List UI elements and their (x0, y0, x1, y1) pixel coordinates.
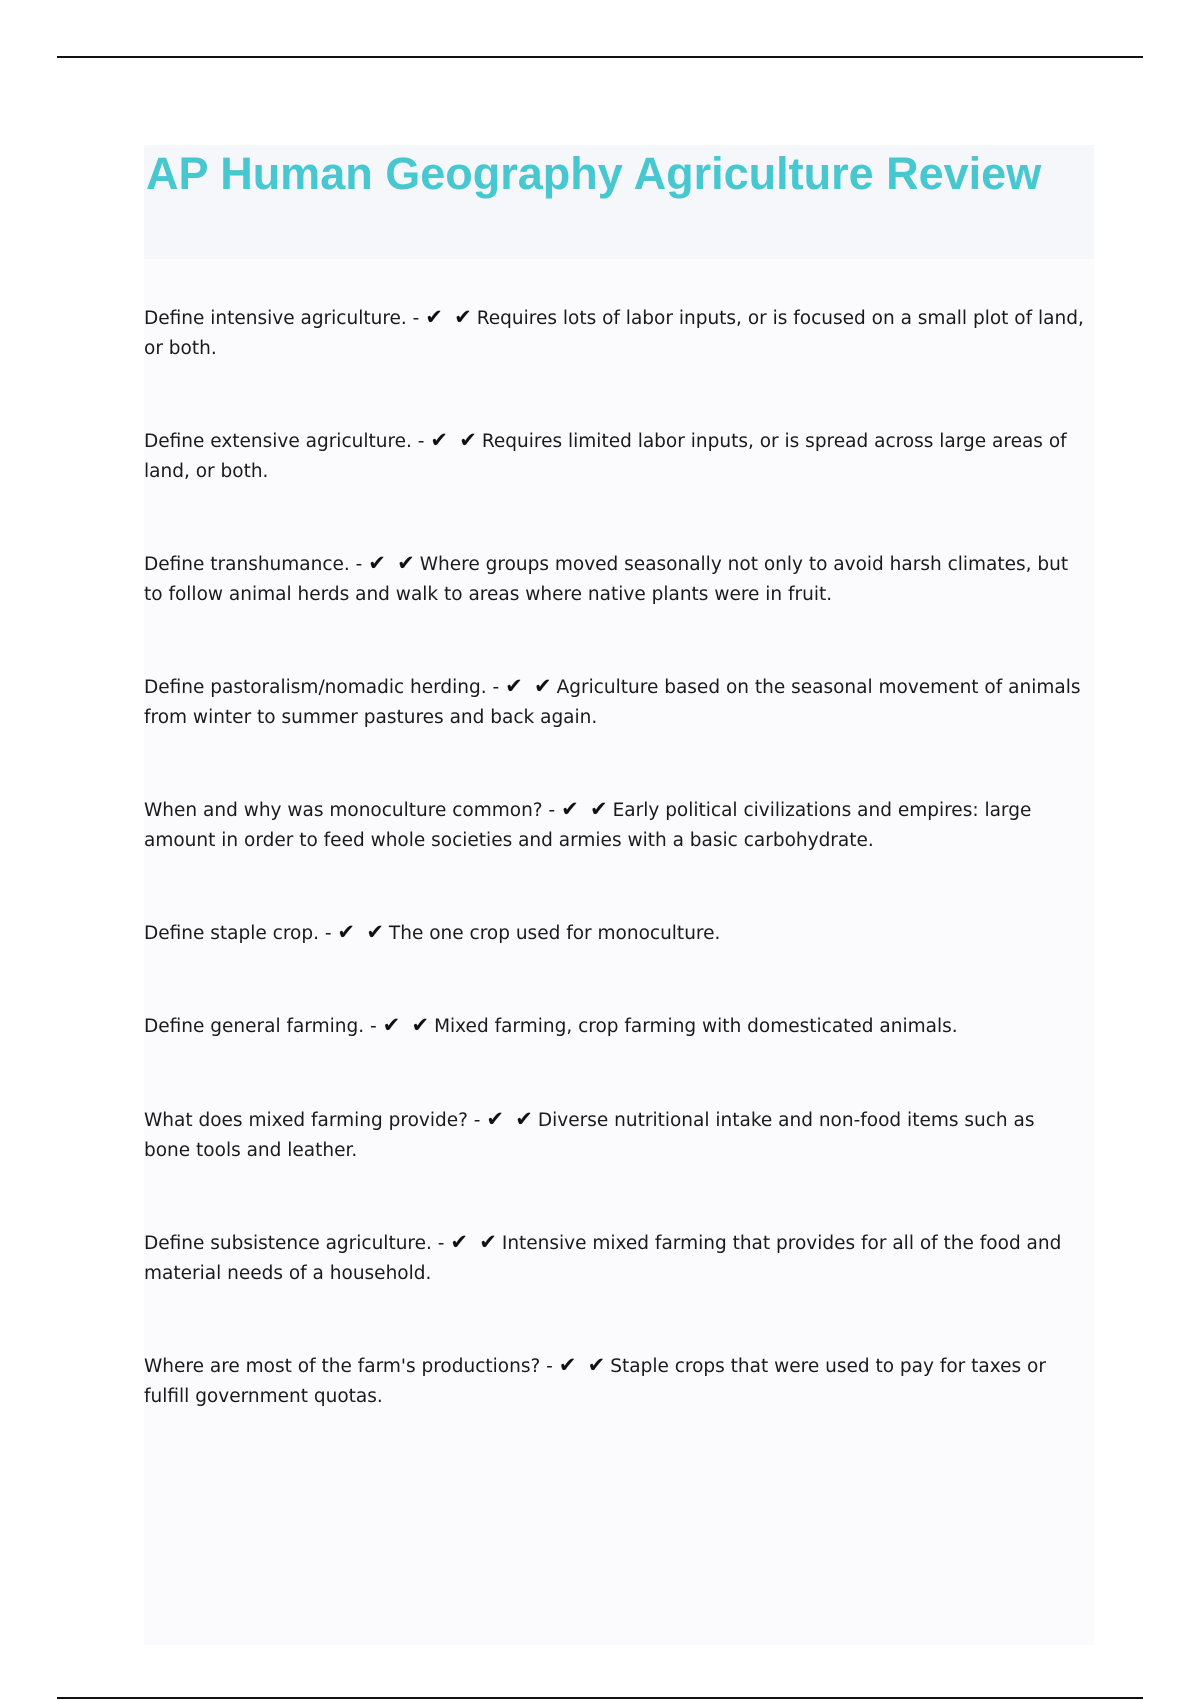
double-check-icon: ✔ ✔ (558, 1353, 608, 1377)
qa-item (144, 917, 1084, 949)
qa-item (144, 1227, 1084, 1289)
qa-item (144, 1010, 1084, 1042)
question-text: Define pastoralism/nomadic herding. - (144, 677, 500, 698)
double-check-icon: ✔ ✔ (430, 428, 479, 452)
question-text: Define staple crop. - (144, 923, 332, 944)
answer-text: Where groups moved seasonally not only to avoid harsh climates, but to follow animal herds and walk to areas where native plants were in fruit. (144, 554, 1069, 605)
question-text: Where are most of the farm's productions? - (144, 1356, 553, 1377)
qa-item (144, 794, 1084, 856)
double-check-icon: ✔ ✔ (505, 674, 554, 698)
question-text: Define intensive agriculture. - (144, 308, 420, 329)
document-body (144, 145, 1094, 1645)
question-text: Define extensive agriculture. - (144, 431, 425, 452)
double-check-icon: ✔ ✔ (382, 1013, 432, 1037)
qa-item (144, 671, 1084, 733)
question-text: Define general farming. - (144, 1016, 377, 1037)
question-text: Define subsistence agriculture. - (144, 1233, 445, 1254)
answer-text: Diverse nutritional intake and non-food items such as bone tools and leather. (144, 1110, 1035, 1161)
question-text: When and why was monoculture common? - (144, 800, 556, 821)
double-check-icon: ✔ ✔ (450, 1230, 499, 1254)
double-check-icon: ✔ ✔ (425, 305, 474, 329)
header-rule (57, 56, 1143, 58)
answer-text: Requires lots of labor inputs, or is focused on a small plot of land, or both. (144, 308, 1084, 359)
answer-text: The one crop used for monoculture. (388, 923, 721, 944)
double-check-icon: ✔ ✔ (561, 797, 610, 821)
qa-item (144, 302, 1084, 364)
answer-text: Early political civilizations and empires: large amount in order to feed whole societies and armies with a basic carbohydrate. (144, 800, 1032, 851)
answer-text: Staple crops that were used to pay for taxes or fulfill government quotas. (144, 1356, 1046, 1407)
answer-text: Requires limited labor inputs, or is spread across large areas of land, or both. (144, 431, 1067, 482)
qa-item (144, 1350, 1084, 1412)
question-text: Define transhumance. - (144, 554, 363, 575)
answer-text: Intensive mixed farming that provides for all of the food and material needs of a household. (144, 1233, 1062, 1284)
double-check-icon: ✔ ✔ (486, 1107, 535, 1131)
double-check-icon: ✔ ✔ (368, 551, 417, 575)
qa-item (144, 1104, 1084, 1166)
answer-text: Agriculture based on the seasonal movement of animals from winter to summer pastures and back again. (144, 677, 1081, 728)
qa-item (144, 425, 1084, 487)
title-box (144, 145, 1094, 259)
document-title: AP Human Geography Agriculture Review (146, 148, 1042, 199)
question-text: What does mixed farming provide? - (144, 1110, 481, 1131)
qa-item (144, 548, 1084, 610)
answer-text: Mixed farming, crop farming with domesticated animals. (434, 1016, 958, 1037)
double-check-icon: ✔ ✔ (337, 920, 386, 944)
footer-rule (57, 1697, 1143, 1699)
